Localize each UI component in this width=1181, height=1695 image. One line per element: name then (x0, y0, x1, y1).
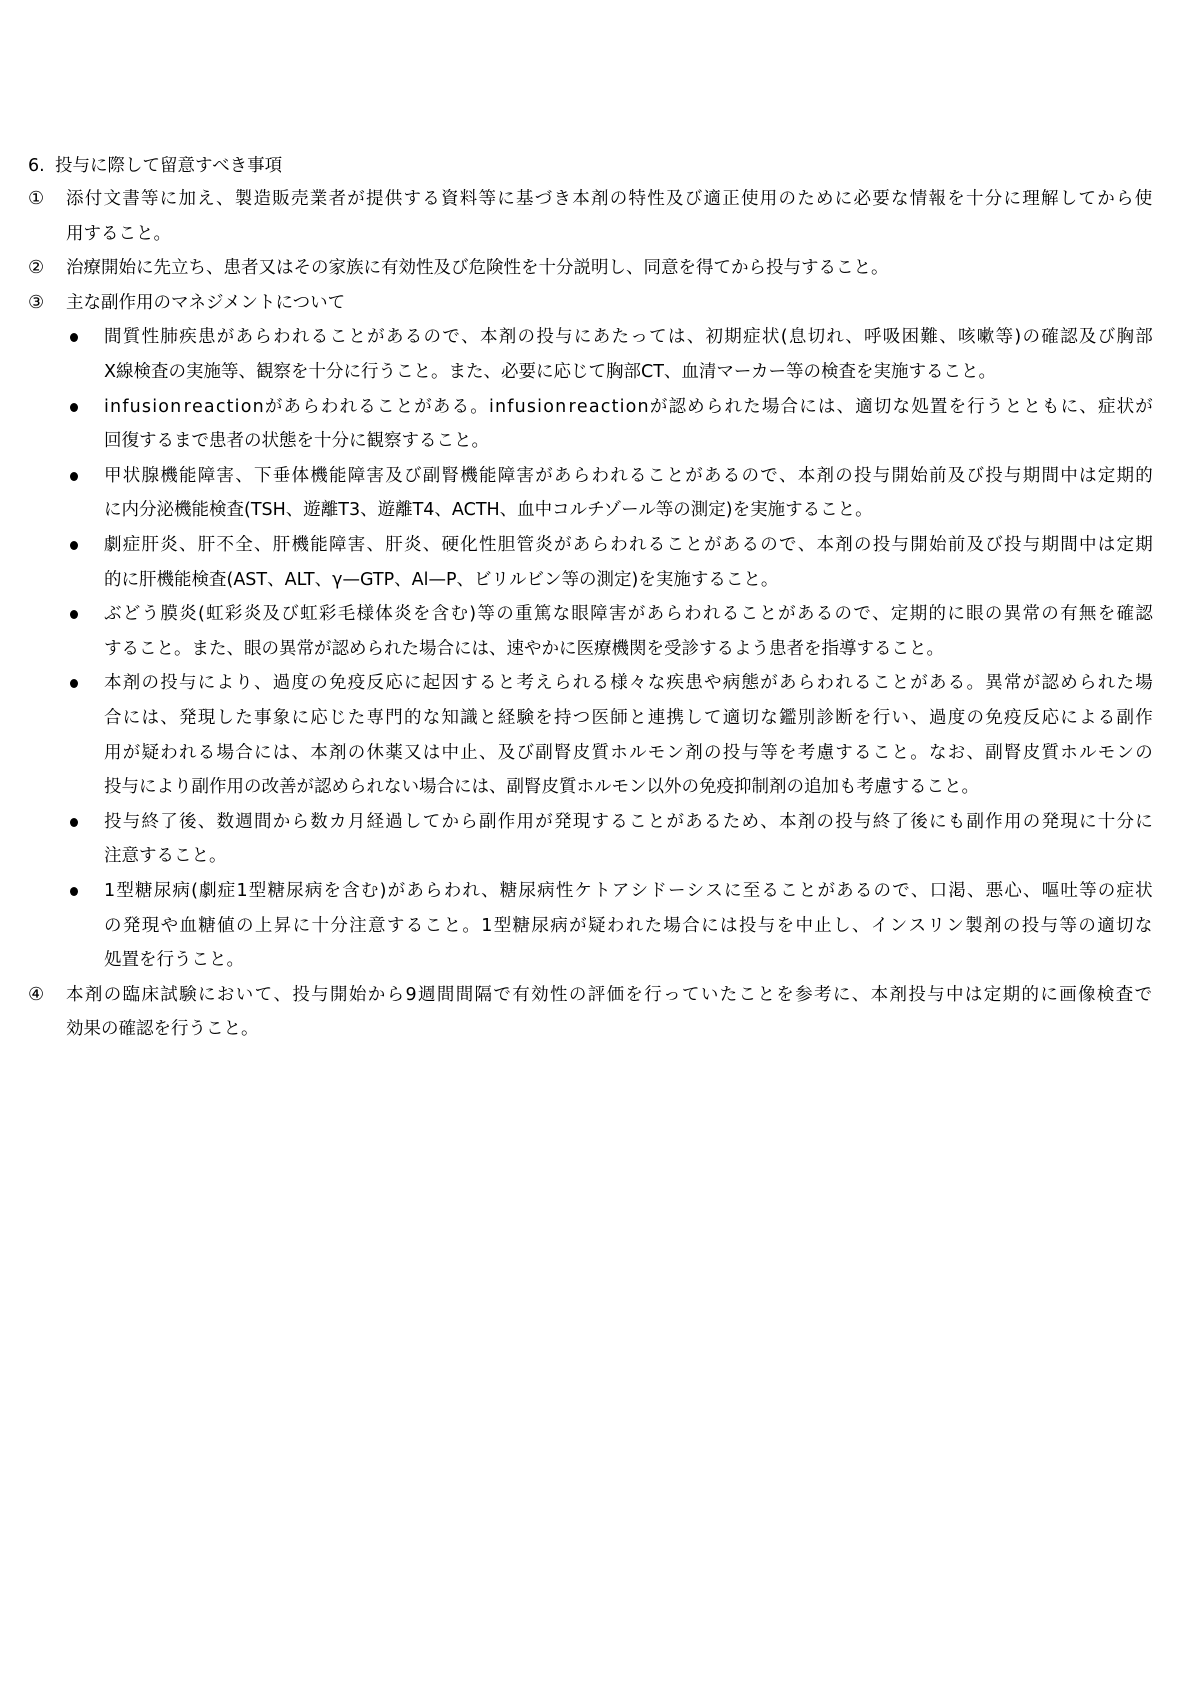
bullet-text-line: すること。また、眼の異常が認められた場合には、速やかに医療機関を受診するよう患者を指導すること。 (104, 638, 944, 659)
bullet-text-line: 回復するまで患者の状態を十分に観察すること。 (104, 431, 489, 452)
item-text-line: 治療開始に先立ち、患者又はその家族に有効性及び危険性を十分説明し、同意を得てから投与すること。 (66, 258, 889, 279)
bullet-icon (70, 818, 78, 827)
item-marker: ① (28, 188, 45, 209)
bullet-text-line: 甲 状 腺 機 能 障 害 、 下 垂 体 機 能 障 害 及 び 副 腎 機 能 障 害 が あ ら わ れ る こ と が あ る の で 、 本 剤 の 投 与 開 始 前 及 び 投 与 期 間 中 は 定 期 的 (104, 465, 1153, 486)
item-text-line: 添 付 文 書 等 に 加 え 、 製 造 販 売 業 者 が 提 供 す る 資 料 等 に 基 づ き 本 剤 の 特 性 及 び 適 正 使 用 の た め に 必 要 な 情 報 を 十 分 に 理 解 し て か ら 使 (66, 189, 1153, 209)
item-text-line: 用すること。 (66, 223, 171, 244)
bullet-text-line: 本 剤 の 投 与 に よ り 、 過 度 の 免 疫 反 応 に 起 因 す る と 考 え ら れ る 様 々 な 疾 患 や 病 態 が あ ら わ れ る こ と が あ る 。 異 常 が 認 め ら れ た 場 (104, 673, 1153, 694)
item-marker: ② (28, 257, 45, 279)
bullet-text-line: 1 型 糖 尿 病 ( 劇 症 1 型 糖 尿 病 を 含 む ) が あ ら わ れ 、 糖 尿 病 性 ケ ト ア シ ド ー シ ス に 至 る こ と が あ る の で 、 口 渇 、 悪 心 、 嘔 吐 等 の 症 状 (104, 881, 1153, 901)
item-marker: ④ (28, 983, 45, 1005)
bullet-text-line: 用 が 疑 わ れ る 場 合 に は 、 本 剤 の 休 薬 又 は 中 止 、 及 び 副 腎 皮 質 ホ ル モ ン 剤 の 投 与 等 を 考 慮 す る こ と 。 な お 、 副 腎 皮 質 ホ ル モ ン の (104, 742, 1153, 763)
bullet-text-line: 合 に は 、 発 現 し た 事 象 に 応 じ た 専 門 的 な 知 識 と 経 験 を 持 つ 医 師 と 連 携 し て 適 切 な 鑑 別 診 断 を 行 い 、 過 度 の 免 疫 反 応 に よ る 副 作 (104, 708, 1153, 728)
bullet-text-line: 投与により副作用の改善が認められない場合には、副腎皮質ホルモン以外の免疫抑制剤の追加も考慮すること。 (104, 777, 979, 798)
item-text-line: 本 剤 の 臨 床 試 験 に お い て 、 投 与 開 始 か ら 9 週 間 間 隔 で 有 効 性 の 評 価 を 行 っ て い た こ と を 参 考 に 、 本 剤 投 与 中 は 定 期 的 に 画 像 検 査 で (66, 984, 1153, 1005)
item-text-line: 主な副作用のマネジメントについて (66, 292, 346, 313)
bullet-text-line: X線検査の実施等、観察を十分に行うこと。また、必要に応じて胸部CT、血清マーカー等の検査を実施すること。 (104, 362, 997, 382)
bullet-icon (70, 679, 78, 688)
bullet-icon (70, 610, 78, 619)
bullet-text-line: ぶ ど う 膜 炎 ( 虹 彩 炎 及 び 虹 彩 毛 様 体 炎 を 含 む ) 等 の 重 篤 な 眼 障 害 が あ ら わ れ る こ と が あ る の で 、 定 期 的 に 眼 の 異 常 の 有 無 を 確 認 (104, 604, 1153, 625)
bullet-text-line: 間 質 性 肺 疾 患 が あ ら わ れ る こ と が あ る の で 、 本 剤 の 投 与 に あ た っ て は 、 初 期 症 状 ( 息 切 れ 、 呼 吸 困 難 、 咳 嗽 等 ) の 確 認 及 び 胸 部 (104, 327, 1153, 348)
item-marker: ③ (28, 291, 45, 313)
section-number: 6. (28, 156, 45, 176)
bullet-icon (70, 403, 78, 412)
bullet-icon (70, 887, 78, 896)
bullet-text-line: 注意すること。 (104, 846, 227, 867)
section-heading: 投与に際して留意すべき事項 (55, 156, 283, 176)
bullet-text-line: 劇 症 肝 炎 、 肝 不 全 、 肝 機 能 障 害 、 肝 炎 、 硬 化 性 胆 管 炎 が あ ら わ れ る こ と が あ る の で 、 本 剤 の 投 与 開 始 前 及 び 投 与 期 間 中 は 定 期 (104, 535, 1153, 555)
bullet-icon (70, 541, 78, 550)
bullet-text-line: i n f u s i o n r e a c t i o n が あ ら わ れ る こ と が あ る 。 i n f u s i o n r e a c t i o n が 認 め ら れ た 場 合 に は 、 適 切 な 処 置 を 行 う と と も に 、 症 状 が (104, 396, 1153, 417)
bullet-icon (70, 472, 78, 481)
bullet-text-line: 投 与 終 了 後 、 数 週 間 か ら 数 カ 月 経 過 し て か ら 副 作 用 が 発 現 す る こ と が あ る た め 、 本 剤 の 投 与 終 了 後 に も 副 作 用 の 発 現 に 十 分 に (104, 811, 1153, 832)
bullet-text-line: 的に肝機能検査(AST、ALT、γ—GTP、Al—P、ビリルビン等の測定)を実施すること。 (104, 569, 779, 590)
bullet-text-line: 処置を行うこと。 (104, 950, 244, 971)
bullet-text-line: の 発 現 や 血 糖 値 の 上 昇 に 十 分 注 意 す る こ と 。 1 型 糖 尿 病 が 疑 わ れ た 場 合 に は 投 与 を 中 止 し 、 イ ン ス リ ン 製 剤 の 投 与 等 の 適 切 な (104, 915, 1153, 936)
bullet-text-line: に内分泌機能検査(TSH、遊離T3、遊離T4、ACTH、血中コルチゾール等の測定)を実施すること。 (104, 500, 873, 521)
bullet-icon (70, 333, 78, 342)
item-text-line: 効果の確認を行うこと。 (66, 1019, 259, 1040)
